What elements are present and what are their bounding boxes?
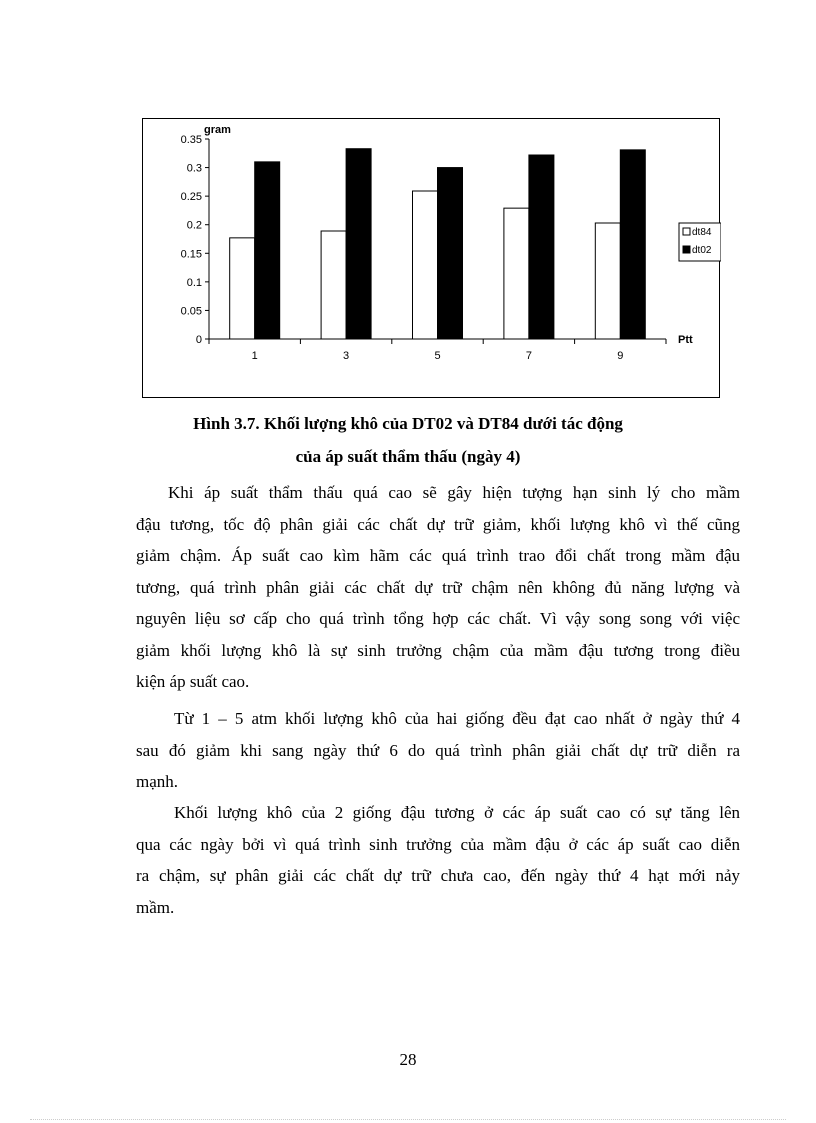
paragraph-line: ra chậm, sự phân giải các chất dự trữ chưa cao, đến ngày thứ 4 hạt mới nảy	[136, 866, 740, 885]
bar-dt84-9	[595, 223, 620, 339]
paragraph-line: đậu tương, tốc độ phân giải các chất dự trữ giảm, khối lượng khô vì thế cũng	[136, 514, 740, 534]
page-number: 28	[399, 1050, 417, 1069]
paragraph-line: mạnh.	[136, 772, 179, 791]
bar-dt02-9	[620, 150, 645, 339]
bar-dt02-5	[438, 168, 463, 339]
paragraph-line: Khi áp suất thẩm thấu quá cao sẽ gây hiện tượng hạn sinh lý cho mầm	[168, 483, 740, 502]
paragraph-line: Khối lượng khô của 2 giống đậu tương ở các áp suất cao có sự tăng lên	[174, 803, 740, 822]
chart-frame	[142, 118, 720, 398]
legend-swatch-dt84	[683, 228, 690, 235]
paragraph-line: giảm khối lượng khô là sự sinh trưởng chậm của mầm đậu tương trong điều	[136, 640, 740, 660]
x-tick-label: 5	[434, 350, 441, 362]
x-tick-label: 3	[343, 350, 350, 362]
legend-label-dt02: dt02	[692, 245, 712, 256]
paragraph-line: nguyên liệu sơ cấp cho quá trình tổng hợp các chất. Vì vậy song song với việc	[136, 609, 740, 628]
y-tick-label: 0.35	[180, 134, 202, 146]
paragraph-line: Từ 1 – 5 atm khối lượng khô của hai giống đều đạt cao nhất ở ngày thứ 4	[174, 709, 740, 728]
y-tick-label: 0.15	[180, 248, 202, 261]
bar-dt84-3	[321, 231, 346, 339]
x-tick-label: 9	[617, 350, 624, 362]
x-tick-label: 7	[525, 350, 532, 362]
paragraph-line: mầm.	[136, 897, 175, 917]
figure-caption-line-2: của áp suất thẩm thấu (ngày 4)	[295, 447, 521, 466]
paragraph-line: qua các ngày bởi vì quá trình sinh trưởng của mầm đậu ở các áp suất cao diễn	[136, 834, 740, 854]
bar-chart	[143, 119, 721, 399]
page-bottom-divider	[30, 1119, 786, 1120]
legend-swatch-dt02	[683, 246, 690, 253]
y-tick-label: 0.3	[186, 162, 202, 175]
y-tick-label: 0.1	[186, 276, 202, 289]
bar-dt84-7	[504, 208, 529, 339]
paragraph-line: kiện áp suất cao.	[136, 672, 250, 691]
y-tick-label: 0.25	[180, 191, 202, 204]
paragraph-2	[136, 703, 740, 798]
x-tick-label: 1	[251, 350, 258, 362]
paragraph-line: giảm chậm. Áp suất cao kìm hãm các quá trình trao đổi chất trong mầm đậu	[136, 546, 740, 565]
y-tick-label: 0.2	[186, 219, 202, 232]
paragraph-1	[136, 477, 740, 698]
y-tick-label: 0	[195, 334, 202, 346]
bar-dt84-5	[413, 191, 438, 339]
y-tick-label: 0.05	[180, 305, 202, 318]
legend-label-dt84: dt84	[692, 227, 712, 238]
paragraph-3	[136, 797, 740, 923]
x-axis-title: Ptt	[678, 334, 693, 346]
figure-caption-line-1: Hình 3.7. Khối lượng khô của DT02 và DT84 dưới tác động	[193, 414, 623, 433]
bar-dt02-3	[346, 149, 371, 339]
bar-dt02-1	[255, 162, 280, 339]
y-axis-title: gram	[204, 124, 231, 136]
bar-dt84-1	[230, 238, 255, 339]
paragraph-line: tương, quá trình phân giải các chất dự trữ chậm nên không đủ năng lượng và	[136, 577, 740, 597]
paragraph-line: sau đó giảm khi sang ngày thứ 6 do quá trình phân giải chất dự trữ diễn ra	[136, 740, 740, 760]
bar-dt02-7	[529, 155, 554, 339]
